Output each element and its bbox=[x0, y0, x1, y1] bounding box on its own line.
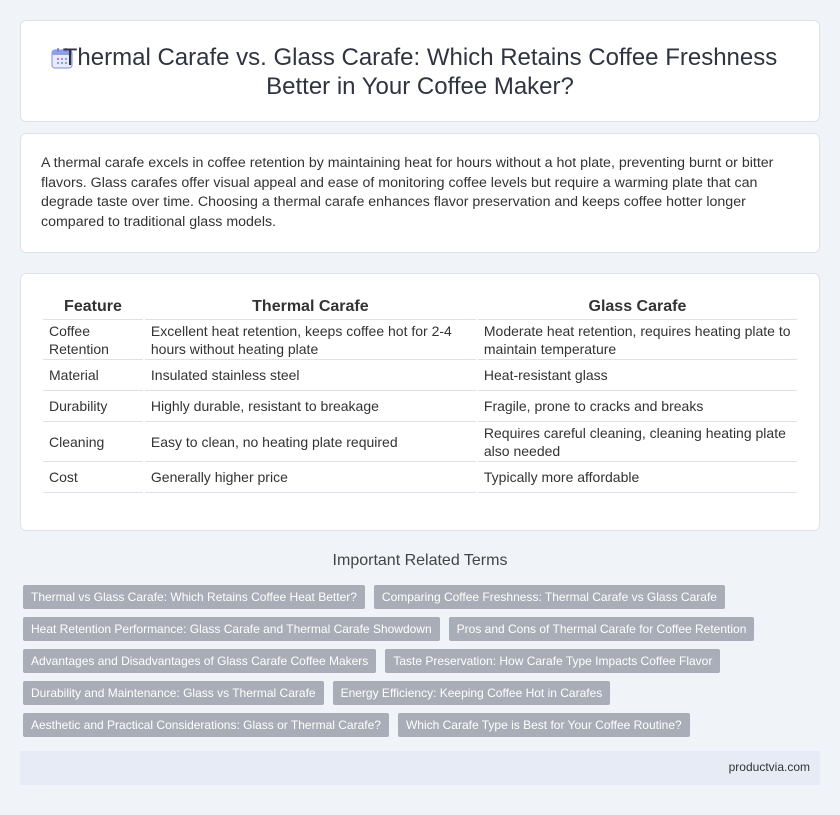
tag-row bbox=[23, 681, 813, 705]
intro-paragraph: A thermal carafe excels in coffee retention by maintaining heat for hours without a hot plate, preventing burnt or bitter flavors. Glass carafes offer visual appeal and ease of monitoring coffee levels but require a warming plate that can degrade taste over time. Choosing a thermal carafe enhances flavor preservation and keeps coffee hotter longer compared to traditional glass models. bbox=[41, 155, 774, 230]
intro-card bbox=[20, 133, 820, 253]
table-cell-thermal: Easy to clean, no heating plate required bbox=[145, 422, 476, 462]
table-cell-glass: Heat-resistant glass bbox=[478, 360, 797, 391]
related-term-link[interactable]: Thermal vs Glass Carafe: Which Retains Coffee Heat Better? bbox=[23, 585, 365, 609]
related-term-link[interactable]: Taste Preservation: How Carafe Type Impacts Coffee Flavor bbox=[385, 649, 720, 673]
table-row bbox=[43, 422, 797, 462]
page-title: Thermal Carafe vs. Glass Carafe: Which Retains Coffee Freshness Better in Your Coffee Maker? bbox=[62, 44, 778, 100]
header-thermal-carafe: Thermal Carafe bbox=[145, 294, 476, 320]
header-card bbox=[20, 20, 820, 122]
tag-row bbox=[23, 713, 813, 737]
table-cell-feature: Durability bbox=[43, 391, 143, 422]
footer bbox=[20, 751, 820, 785]
table-cell-feature: Cleaning bbox=[43, 422, 143, 462]
table-row bbox=[43, 320, 797, 360]
comparison-table bbox=[41, 294, 799, 493]
table-row bbox=[43, 462, 797, 493]
footer-site-name: productvia.com bbox=[728, 760, 810, 774]
table-cell-glass: Fragile, prone to cracks and breaks bbox=[478, 391, 797, 422]
table-row bbox=[43, 360, 797, 391]
related-term-link[interactable]: Energy Efficiency: Keeping Coffee Hot in Carafes bbox=[333, 681, 611, 705]
table-cell-thermal: Insulated stainless steel bbox=[145, 360, 476, 391]
related-term-link[interactable]: Comparing Coffee Freshness: Thermal Carafe vs Glass Carafe bbox=[374, 585, 725, 609]
related-term-link[interactable]: Which Carafe Type is Best for Your Coffee Routine? bbox=[398, 713, 690, 737]
table-cell-glass: Typically more affordable bbox=[478, 462, 797, 493]
tag-row bbox=[23, 649, 813, 673]
header-feature: Feature bbox=[43, 294, 143, 320]
table-row bbox=[43, 391, 797, 422]
header-glass-carafe: Glass Carafe bbox=[478, 294, 797, 320]
related-term-link[interactable]: Heat Retention Performance: Glass Carafe and Thermal Carafe Showdown bbox=[23, 617, 440, 641]
tag-row bbox=[23, 617, 813, 641]
table-cell-glass: Moderate heat retention, requires heating plate to maintain temperature bbox=[478, 320, 797, 360]
table-cell-thermal: Highly durable, resistant to breakage bbox=[145, 391, 476, 422]
table-cell-thermal: Generally higher price bbox=[145, 462, 476, 493]
table-header-row bbox=[43, 294, 797, 320]
table-cell-glass: Requires careful cleaning, cleaning heating plate also needed bbox=[478, 422, 797, 462]
table-cell-feature: Material bbox=[43, 360, 143, 391]
related-term-link[interactable]: Aesthetic and Practical Considerations: Glass or Thermal Carafe? bbox=[23, 713, 389, 737]
table-cell-feature: Coffee Retention bbox=[43, 320, 143, 360]
tag-row bbox=[23, 585, 813, 609]
table-cell-thermal: Excellent heat retention, keeps coffee hot for 2-4 hours without heating plate bbox=[145, 320, 476, 360]
related-term-link[interactable]: Durability and Maintenance: Glass vs Thermal Carafe bbox=[23, 681, 324, 705]
comparison-card bbox=[20, 273, 820, 531]
related-term-link[interactable]: Pros and Cons of Thermal Carafe for Coffee Retention bbox=[449, 617, 755, 641]
table-cell-feature: Cost bbox=[43, 462, 143, 493]
related-terms-title: Important Related Terms bbox=[332, 552, 508, 569]
related-terms-list bbox=[23, 585, 813, 745]
related-term-link[interactable]: Advantages and Disadvantages of Glass Carafe Coffee Makers bbox=[23, 649, 376, 673]
